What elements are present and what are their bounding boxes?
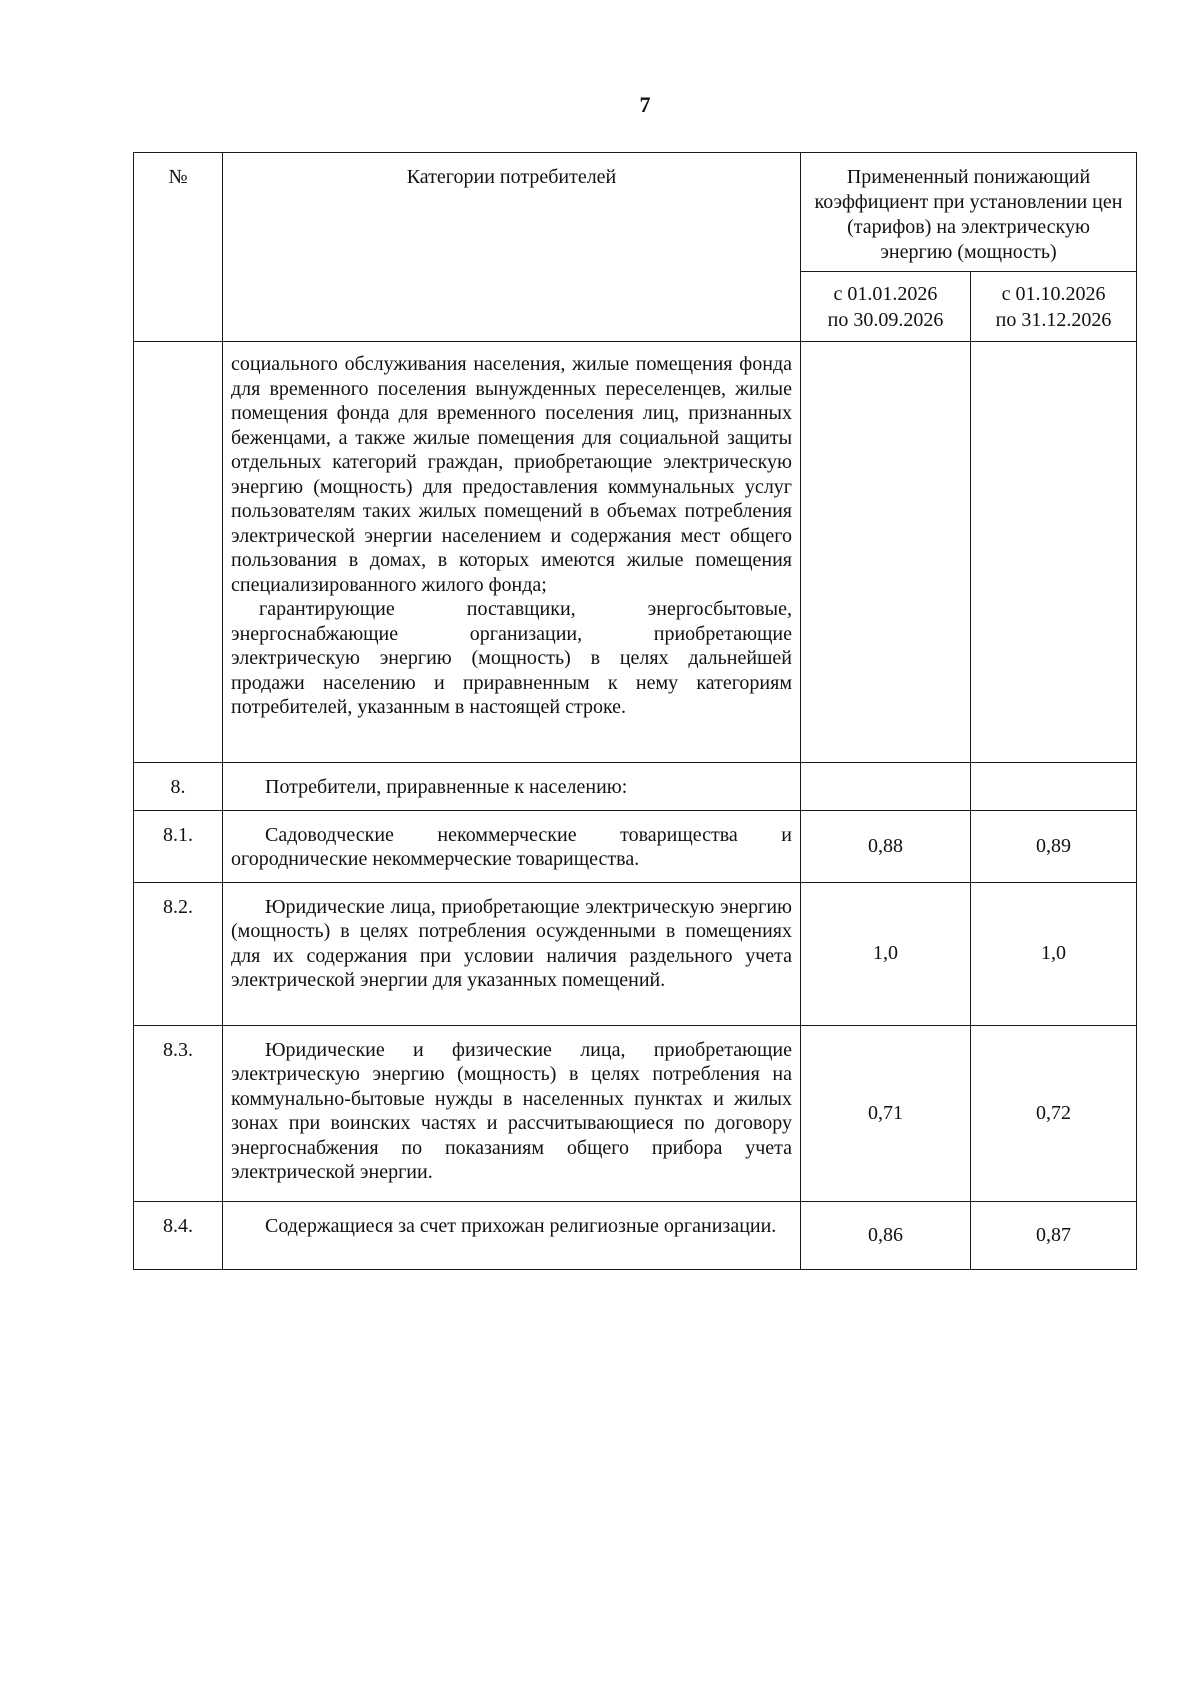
header-period-1-to: по 30.09.2026: [827, 309, 944, 331]
row-number: 8.: [134, 763, 223, 811]
row-value-period-2: 1,0: [971, 882, 1137, 1025]
header-period-2-to: по 31.12.2026: [995, 309, 1112, 331]
continuation-category: [223, 342, 801, 763]
table-row: [134, 1025, 1137, 1201]
continuation-paragraph-1: социального обслуживания населения, жилые помещения фонда для временного поселения вынужденных переселенцев, жилые помещения фонда для временного поселения лиц, признанных беженцами, а также жилые помещения для социальной защиты отдельных категорий граждан, приобретающие электрическую энергию (мощность) для предоставления коммунальных услуг пользователям таких жилых помещений в объемах потребления электрической энергии населением и содержания мест общего пользования в домах, в которых имеются жилые помещения специализированного жилого фонда;: [231, 353, 792, 596]
row-value-period-2: 0,89: [971, 810, 1137, 882]
header-period-1: [801, 272, 971, 342]
header-coefficient: Примененный понижающий коэффициент при установлении цен (тарифов) на электрическую энергию (мощность): [801, 153, 1137, 272]
row-category: Юридические и физические лица, приобретающие электрическую энергию (мощность) в целях потребления на коммунально-бытовые нужды в населенных пунктах и жилых зонах при воинских частях и рассчитывающиеся по договору энергоснабжения по показаниям общего прибора учета электрической энергии.: [223, 1025, 801, 1201]
row-number: 8.2.: [134, 882, 223, 1025]
header-period-2: [971, 272, 1137, 342]
row-category: Садоводческие некоммерческие товарищества и огороднические некоммерческие товарищества.: [223, 810, 801, 882]
header-category: Категории потребителей: [223, 153, 801, 342]
row-value-period-2: [971, 763, 1137, 811]
row-number: 8.4.: [134, 1201, 223, 1269]
continuation-value-2: [971, 342, 1137, 763]
row-value-period-1: 1,0: [801, 882, 971, 1025]
row-value-period-1: 0,88: [801, 810, 971, 882]
table-header-row: [134, 153, 1137, 272]
table-row-continuation: [134, 342, 1137, 763]
row-category: Потребители, приравненные к населению:: [223, 763, 801, 811]
continuation-number: [134, 342, 223, 763]
row-category: Содержащиеся за счет прихожан религиозные организации.: [223, 1201, 801, 1269]
row-value-period-1: 0,86: [801, 1201, 971, 1269]
row-value-period-1: [801, 763, 971, 811]
continuation-paragraph-2: гарантирующие поставщики, энергосбытовые, энергоснабжающие организации, приобретающие электрическую энергию (мощность) в целях дальнейшей продажи населению и приравненным к нему категориям потребителей, указанным в настоящей строке.: [231, 598, 792, 718]
row-number: 8.1.: [134, 810, 223, 882]
row-category: Юридические лица, приобретающие электрическую энергию (мощность) в целях потребления осужденными в помещениях для их содержания при условии наличия раздельного учета электрической энергии для указанных помещений.: [223, 882, 801, 1025]
row-value-period-2: 0,87: [971, 1201, 1137, 1269]
page-number: 7: [639, 92, 651, 117]
table-row: [134, 810, 1137, 882]
header-period-2-from: с 01.10.2026: [1001, 283, 1106, 305]
row-value-period-2: 0,72: [971, 1025, 1137, 1201]
header-period-1-from: с 01.01.2026: [833, 283, 938, 305]
table-row: [134, 1201, 1137, 1269]
table-row: [134, 882, 1137, 1025]
tariff-coefficient-table: [133, 152, 1137, 1270]
header-number: №: [134, 153, 223, 342]
continuation-value-1: [801, 342, 971, 763]
row-value-period-1: 0,71: [801, 1025, 971, 1201]
row-number: 8.3.: [134, 1025, 223, 1201]
table-row: [134, 763, 1137, 811]
